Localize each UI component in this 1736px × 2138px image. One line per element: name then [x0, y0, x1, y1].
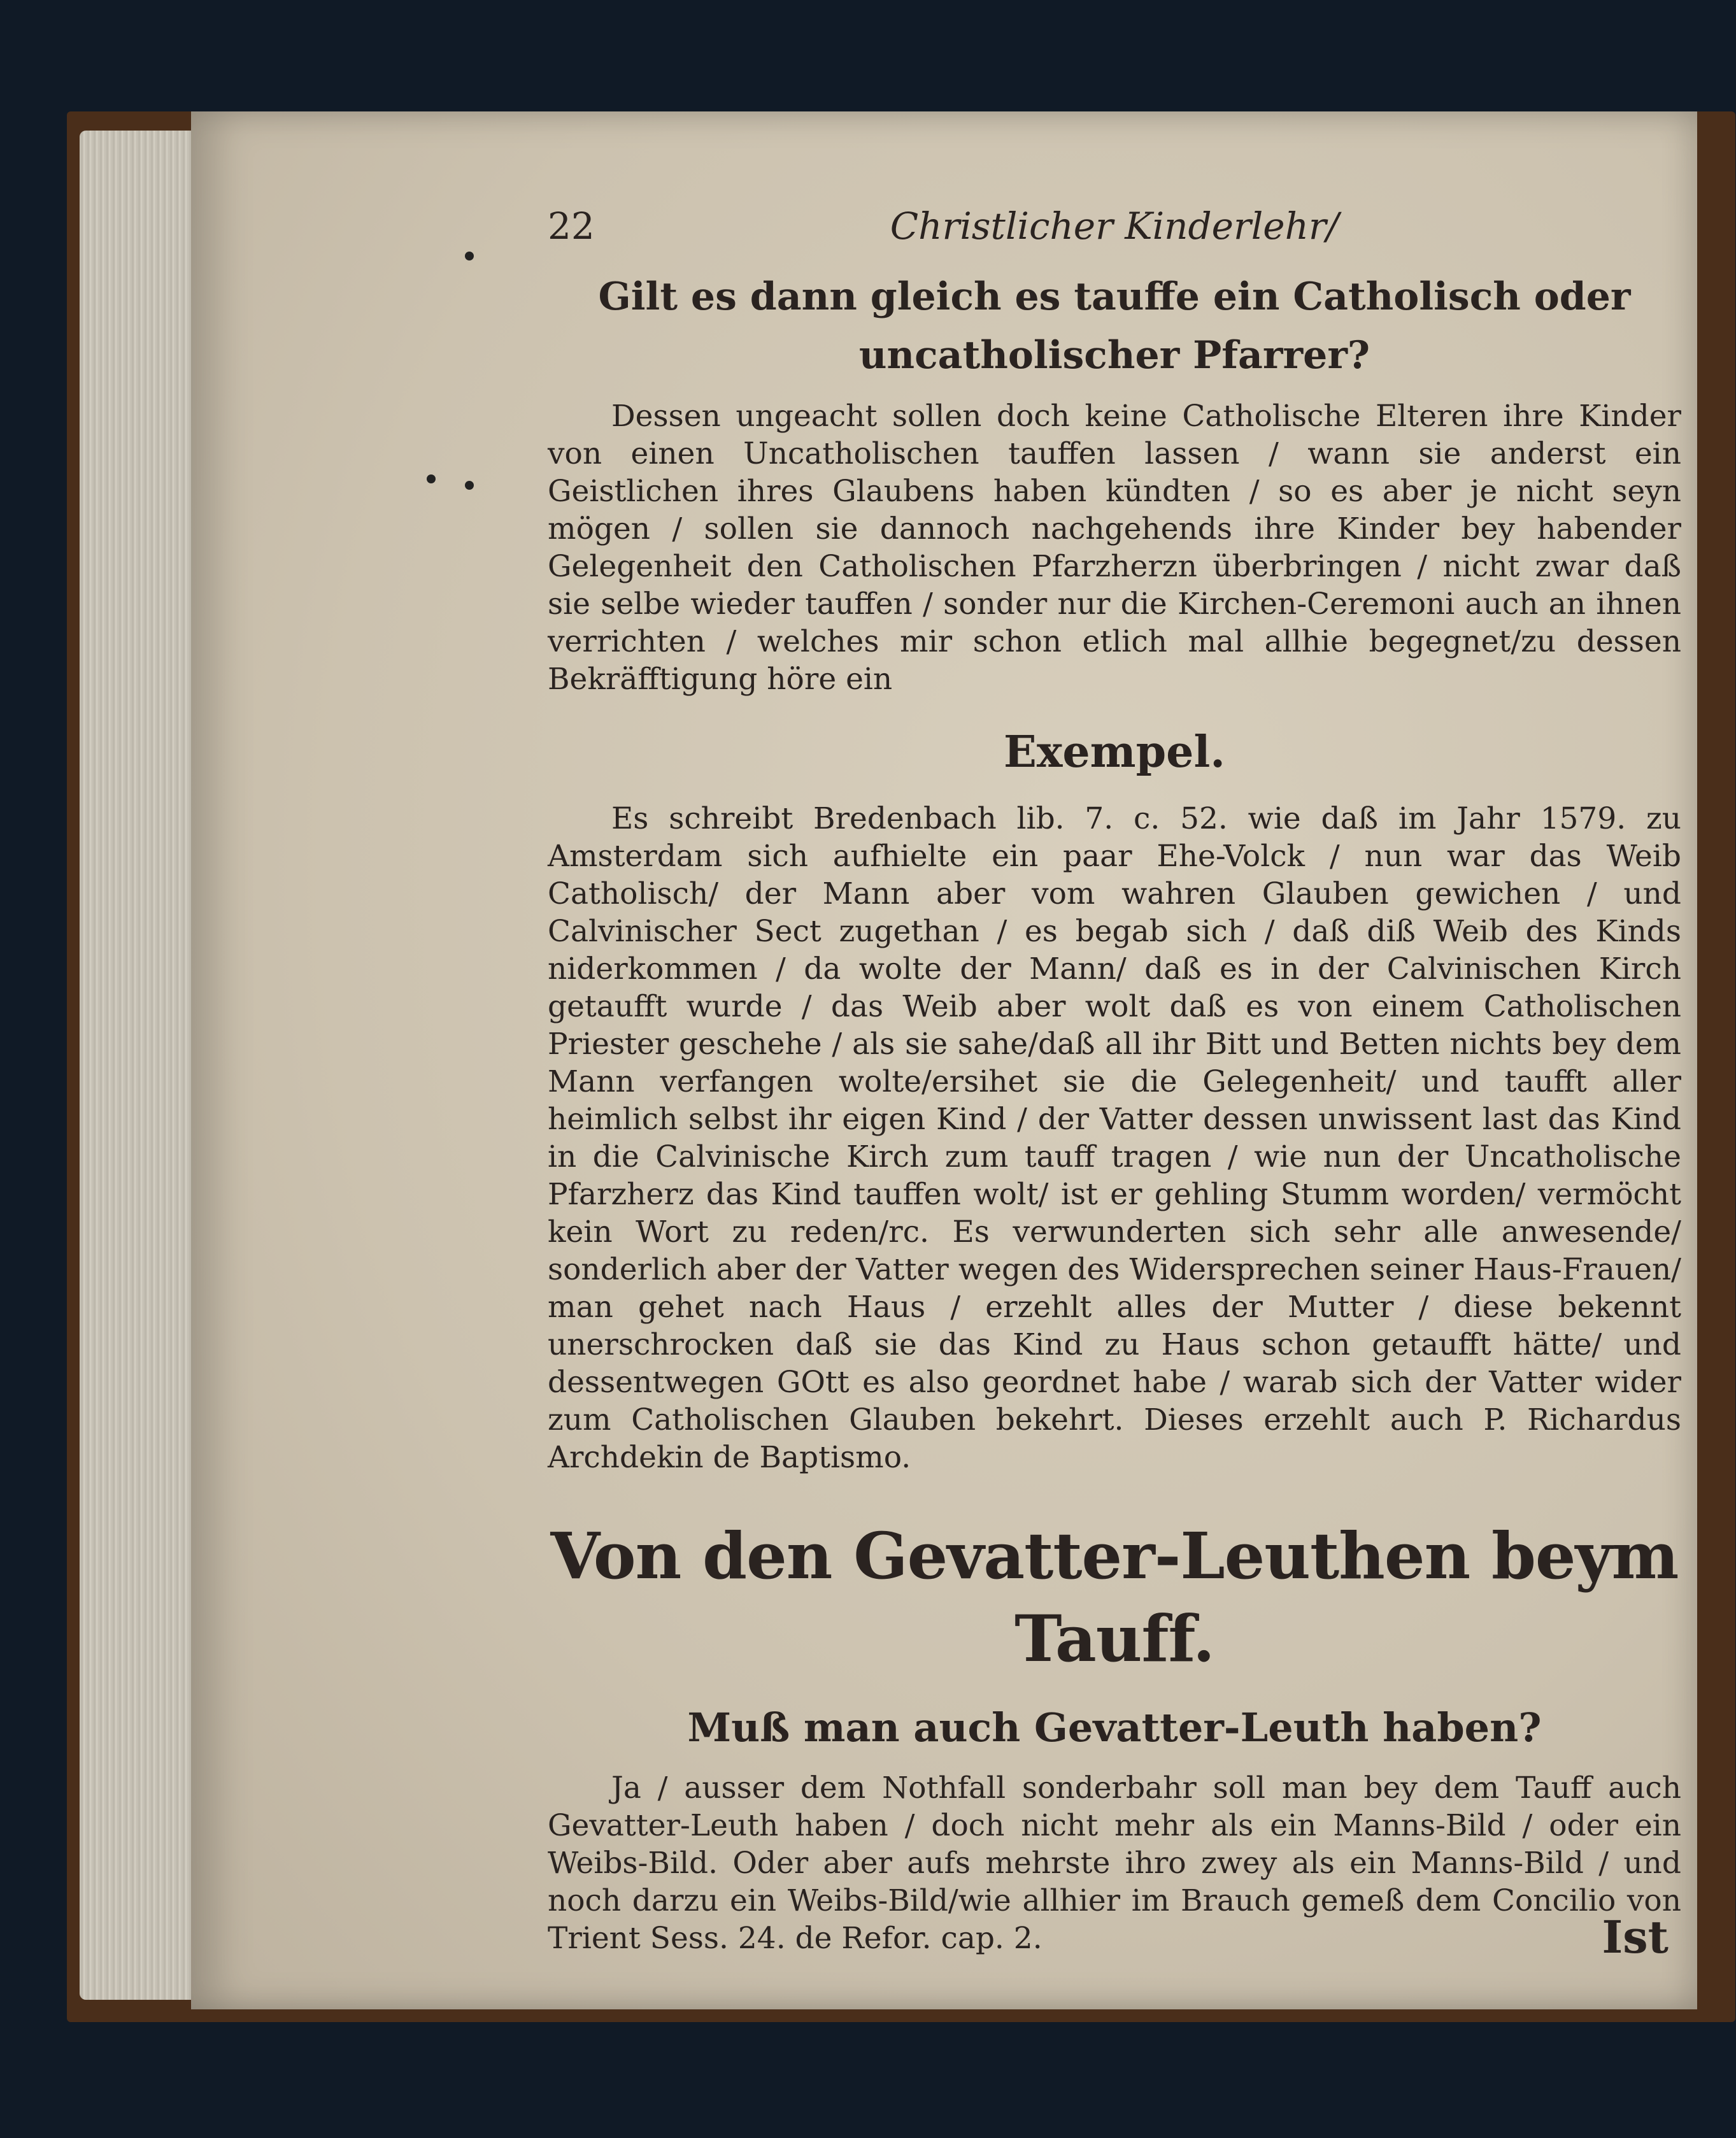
answer-paragraph-2: Ja / ausser dem Nothfall sonderbahr soll man bey dem Tauff auch Gevatter-Leuth haben / doch nicht mehr als ein Manns-Bild / oder ein Weibs-Bild. Oder aber aufs mehrste ihro zwey als ein Manns-Bild / und noch darzu ein Weibs-Bild/wie allhier im Brauch gemeß dem Concilio von Trient Sess. 24. de Refor. cap. 2.: [548, 1771, 1681, 1956]
example-heading: Exempel.: [1004, 727, 1225, 778]
question-heading-2: Muß man auch Gevatter-Leuth haben?: [687, 1704, 1542, 1751]
running-title: Christlicher Kinderlehr/: [890, 204, 1339, 248]
ink-spot: [427, 474, 436, 483]
section-title: Von den Gevatter-Leuthen beym Tauff.: [550, 1518, 1679, 1676]
question-heading: Gilt es dann gleich es tauffe ein Catholisch oder uncatholischer Pfarrer?: [598, 274, 1631, 378]
ink-spot: [465, 481, 474, 490]
answer-paragraph: Dessen ungeacht sollen doch keine Catholische Elteren ihre Kinder von einen Uncatholischen tauffen lassen / wann sie anderst ein Geistlichen ihres Glaubens haben kündten / so es aber je nicht seyn mögen / sollen sie dannoch nachgehends ihre Kinder bey habender Gelegenheit den Catholischen Pfarzherzn überbringen / nicht zwar daß sie selbe wieder tauffen / sonder nur die Kirchen-Ceremoni auch an ihnen verrichten / welches mir schon etlich mal allhie begegnet/zu dessen Bekräfftigung höre ein: [548, 399, 1681, 697]
ink-spot: [465, 252, 474, 260]
catchword: Ist: [1602, 1911, 1668, 1963]
running-head: [548, 191, 1681, 261]
page-text: [548, 191, 1681, 1963]
example-paragraph: Es schreibt Bredenbach lib. 7. c. 52. wie daß im Jahr 1579. zu Amsterdam sich aufhielte ein paar Ehe-Volck / nun war das Weib Catholisch/ der Mann aber vom wahren Glauben gewichen / und Calvinischer Sect zugethan / es begab sich / daß diß Weib des Kinds niderkommen / da wolte der Mann/ daß es in der Calvinischen Kirch getaufft wurde / das Weib aber wolt daß es von einem Catholischen Priester geschehe / als sie sahe/daß all ihr Bitt und Betten nichts bey dem Mann verfangen wolte/ersihet sie die Gelegenheit/ und taufft aller heimlich selbst ihr eigen Kind / der Vatter dessen unwissent last das Kind in die Calvinische Kirch zum tauff tragen / wie nun der Uncatholische Pfarzherz das Kind tauffen wolt/ ist er gehling Stumm worden/ vermöcht kein Wort zu reden/rc. Es verwunderten sich sehr alle anwesende/ sonderlich aber der Vatter wegen des Widersprechen seiner Haus-Frauen/ man gehet nach Haus / erzehlt alles der Mutter / diese bekennt unerschrocken daß sie das Kind zu Haus schon getaufft hätte/ und dessentwegen GOtt es also geordnet habe / warab sich der Vatter wider zum Catholischen Glauben bekehrt. Dieses erzehlt auch P. Richardus Archdekin de Baptismo.: [548, 801, 1681, 1475]
page-number: 22: [548, 204, 595, 248]
